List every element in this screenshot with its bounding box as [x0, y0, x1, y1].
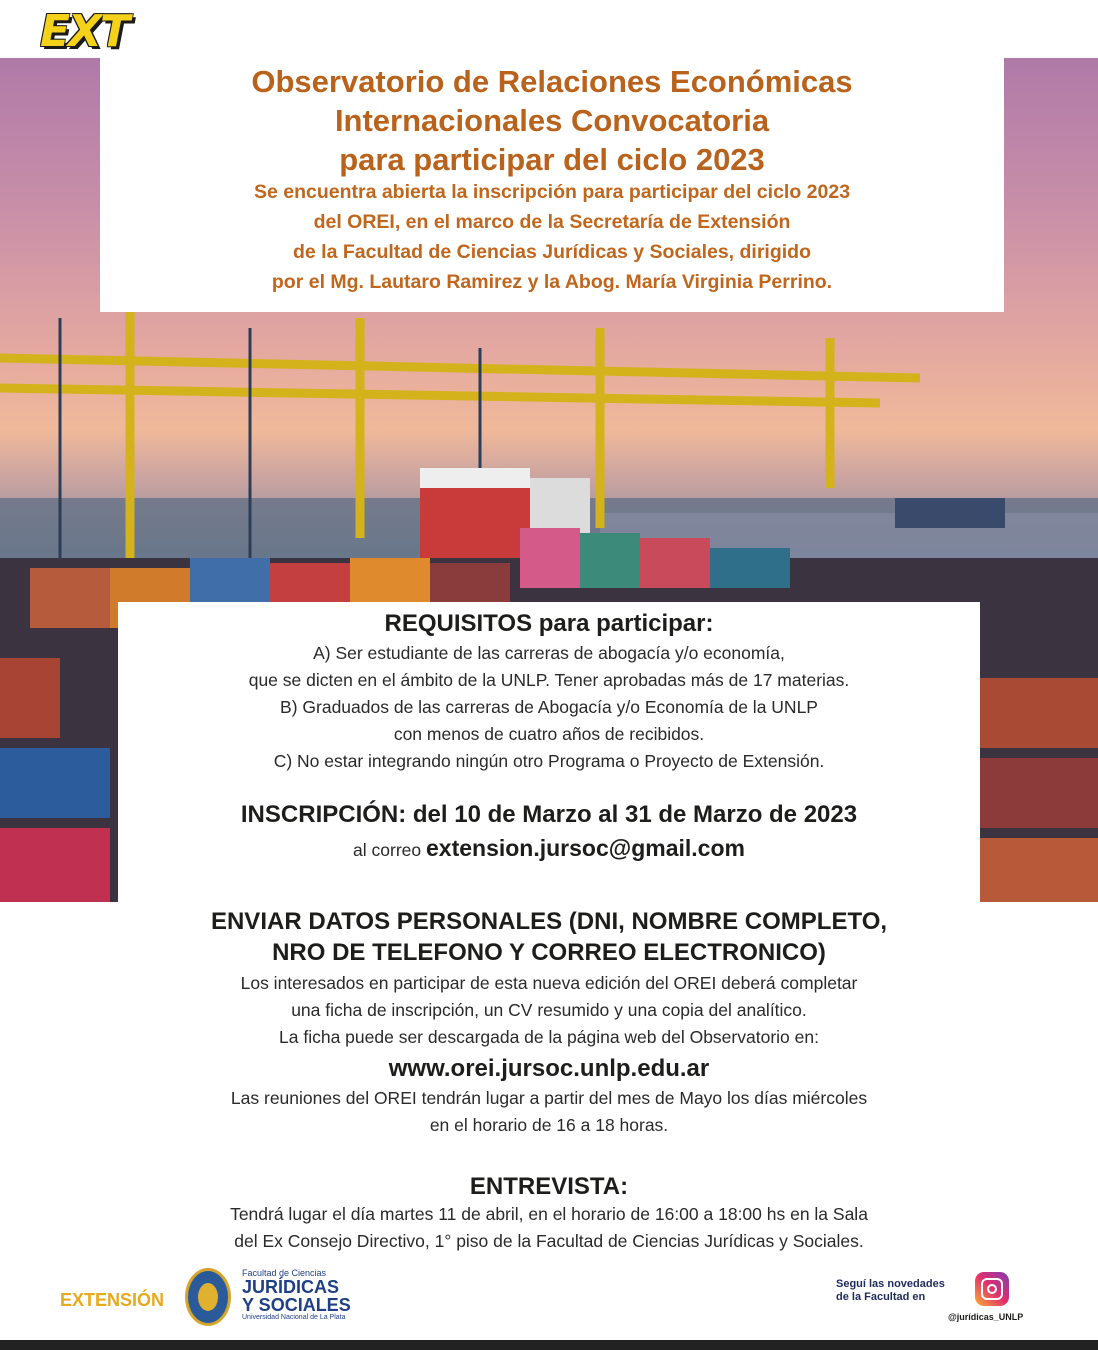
meetings-line: Las reuniones del OREI tendrán lugar a partir del mes de Mayo los días miércoles: [230, 1088, 868, 1108]
website-link[interactable]: www.orei.jursoc.unlp.edu.ar: [388, 1055, 710, 1082]
ext-logo: EXT: [40, 6, 128, 57]
inscription-email-line: [118, 835, 980, 864]
meetings-line: en el horario de 16 a 18 horas.: [429, 1115, 669, 1135]
follow-line: de la Facultad en: [836, 1291, 926, 1303]
requirement-line: con menos de cuatro años de recibidos.: [393, 724, 705, 744]
personal-data-heading-line: NRO DE TELEFONO Y CORREO ELECTRONICO): [272, 939, 826, 966]
email-prefix: al correo: [353, 840, 426, 860]
requirements-heading-bold: REQUISITOS: [384, 610, 533, 637]
email-link[interactable]: extension.jursoc@gmail.com: [425, 835, 745, 861]
instagram-icon[interactable]: [975, 1272, 1009, 1306]
intro-line: Se encuentra abierta la inscripción para participar del ciclo 2023: [253, 181, 851, 203]
personal-data-text: [0, 970, 1098, 1051]
bottom-bar: [0, 1340, 1098, 1350]
interview-line: del Ex Consejo Directivo, 1° piso de la Facultad de Ciencias Jurídicas y Sociales.: [234, 1231, 864, 1251]
faculty-logo-text: [242, 1268, 351, 1321]
title-line: Internacionales Convocatoria: [334, 103, 770, 138]
faculty-name-line: Y SOCIALES: [242, 1295, 351, 1315]
interview-heading: ENTREVISTA:: [469, 1173, 629, 1200]
requirements-heading: [118, 610, 980, 638]
footer: [0, 1252, 1098, 1350]
title-line: Observatorio de Relaciones Económicas: [251, 64, 853, 99]
requirement-line: C) No estar integrando ningún otro Programa o Proyecto de Extensión.: [273, 751, 825, 771]
title-line: para participar del ciclo 2023: [339, 142, 765, 177]
personal-data-heading: [0, 906, 1098, 968]
extension-label: EXTENSIÓN: [60, 1290, 165, 1310]
follow-text: [836, 1278, 945, 1304]
requirements-heading-rest: para participar:: [532, 610, 714, 637]
instagram-handle[interactable]: @jurídicas_UNLP: [948, 1312, 1024, 1322]
requirement-line: que se dicten en el ámbito de la UNLP. Tener aprobadas más de 17 materias.: [248, 670, 850, 690]
requirements-panel: [118, 602, 980, 902]
requirement-line: A) Ser estudiante de las carreras de abogacía y/o economía,: [313, 643, 785, 663]
personal-data-line: La ficha puede ser descargada de la página web del Observatorio en:: [279, 1027, 819, 1047]
follow-line: Seguí las novedades: [836, 1278, 945, 1290]
inscription-heading: INSCRIPCIÓN: del 10 de Marzo al 31 de Marzo de 2023: [240, 801, 858, 828]
intro-line: por el Mg. Lautaro Ramirez y la Abog. María Virginia Perrino.: [271, 271, 833, 293]
faculty-name-line: JURÍDICAS: [242, 1277, 340, 1297]
personal-data-heading-line: ENVIAR DATOS PERSONALES (DNI, NOMBRE COMPLETO,: [210, 908, 888, 935]
page-title: [100, 62, 1004, 179]
requirement-line: B) Graduados de las carreras de Abogacía y/o Economía de la UNLP: [280, 697, 818, 717]
university-seal-icon: [185, 1268, 231, 1326]
intro-text: [100, 177, 1004, 297]
meetings-text: [0, 1085, 1098, 1139]
intro-line: del OREI, en el marco de la Secretaría de Extensión: [313, 211, 791, 233]
details-section: [0, 902, 1098, 1251]
intro-line: de la Facultad de Ciencias Jurídicas y Sociales, dirigido: [292, 241, 812, 263]
personal-data-line: Los interesados en participar de esta nueva edición del OREI deberá completar: [240, 973, 858, 993]
personal-data-line: una ficha de inscripción, un CV resumido y una copia del analítico.: [291, 1000, 807, 1020]
university-name: Universidad Nacional de La Plata: [242, 1314, 346, 1321]
header-panel: [100, 58, 1004, 312]
interview-line: Tendrá lugar el día martes 11 de abril, en el horario de 16:00 a 18:00 hs en la Sala: [230, 1204, 868, 1224]
interview-text: [0, 1201, 1098, 1255]
requirements-list: [118, 640, 980, 775]
faculty-small-text: Facultad de Ciencias: [242, 1268, 327, 1278]
